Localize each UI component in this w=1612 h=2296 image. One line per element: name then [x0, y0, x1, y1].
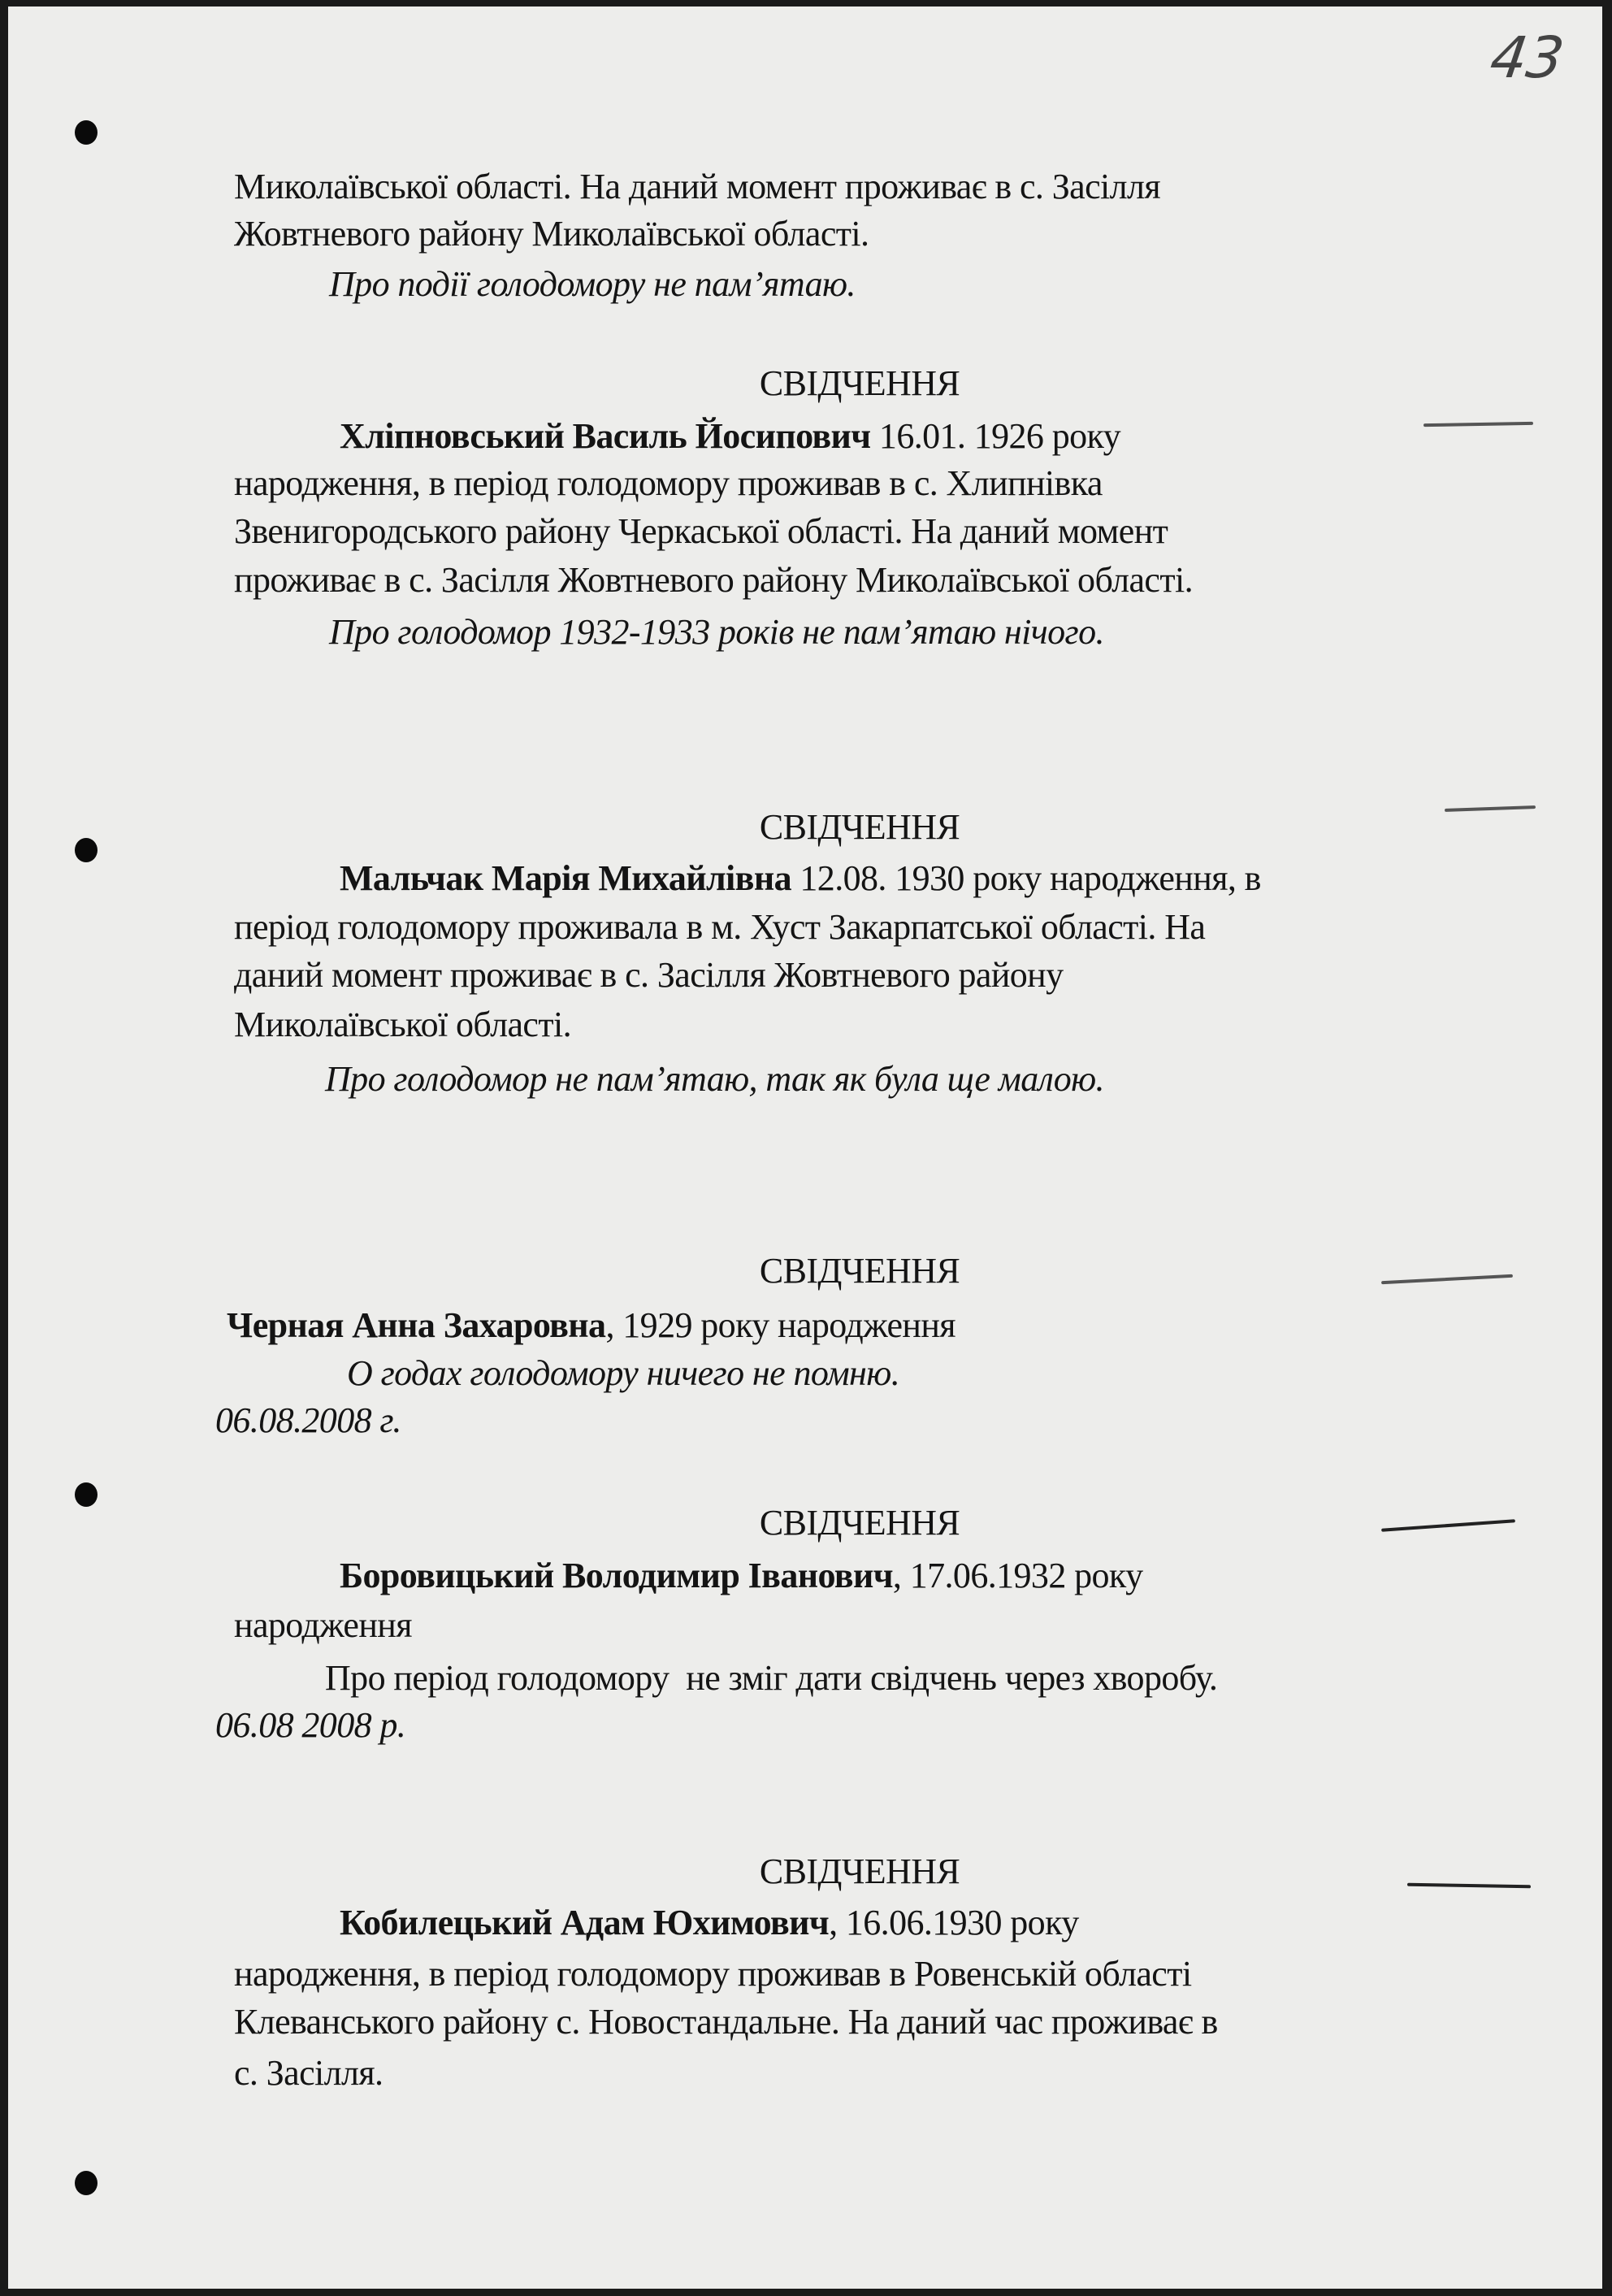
statement: Про голодомор не пам’ятаю, так як була ще малою.: [325, 1059, 1104, 1099]
body-line: Миколаївської області.: [234, 1005, 571, 1044]
section-heading: СВІДЧЕННЯ: [759, 363, 960, 403]
body-line: Звенигородського району Черкаської області. На даний момент: [234, 511, 1168, 551]
section-heading: СВІДЧЕННЯ: [759, 1503, 960, 1543]
witness-line: [340, 855, 1261, 902]
date: 06.08.2008 г.: [215, 1400, 401, 1440]
punch-hole-icon: [75, 2171, 98, 2195]
body-line: Клеванського району с. Новостандальне. На даний час проживає в: [234, 2002, 1218, 2042]
statement: О годах голодомору ничего не помню.: [347, 1353, 900, 1393]
statement: Про голодомор 1932-1933 років не пам’ятаю нічого.: [329, 612, 1104, 652]
birth-date: , 16.06.1930 року: [829, 1903, 1079, 1942]
body-line: народження, в період голодомору проживав в Ровенській області: [234, 1954, 1192, 1994]
punch-hole-icon: [75, 120, 98, 145]
witness-line: [340, 413, 1120, 460]
witness-name: Хліпновський Василь Йосипович: [340, 416, 871, 456]
section-heading: СВІДЧЕННЯ: [759, 1251, 960, 1291]
witness-name: Мальчак Марія Михайлівна: [340, 858, 791, 898]
handwritten-page-number: 43: [1486, 24, 1568, 91]
section-heading: СВІДЧЕННЯ: [759, 1851, 960, 1891]
date: 06.08 2008 р.: [215, 1705, 406, 1745]
witness-name: Кобилецький Адам Юхимович: [340, 1903, 830, 1942]
intro-line: Миколаївської області. На даний момент проживає в с. Засілля: [234, 167, 1160, 206]
section-heading: СВІДЧЕННЯ: [759, 807, 960, 847]
witness-name: Черная Анна Захаровна: [227, 1305, 606, 1345]
birth-date: 12.08. 1930 року народження, в: [791, 858, 1261, 898]
witness-line: [340, 1899, 1079, 1947]
body-line: даний момент проживає в с. Засілля Жовтневого району: [234, 955, 1064, 995]
birth-date: 16.01. 1926 року: [870, 416, 1121, 456]
body-line: народження, в період голодомору проживав в с. Хлипнівка: [234, 463, 1103, 503]
body-line: с. Засілля.: [234, 2053, 384, 2093]
birth-date: , 17.06.1932 року: [892, 1556, 1143, 1595]
birth-date: , 1929 року народження: [605, 1305, 956, 1345]
body-line: проживає в с. Засілля Жовтневого району Миколаївської області.: [234, 560, 1193, 600]
intro-line: Жовтневого району Миколаївської області.: [234, 214, 869, 254]
body-line: період голодомору проживала в м. Хуст Закарпатської області. На: [234, 907, 1206, 947]
witness-name: Боровицький Володимир Іванович: [340, 1556, 893, 1595]
intro-statement: Про події голодомору не пам’ятаю.: [329, 264, 856, 304]
witness-line: [227, 1302, 956, 1349]
body-line: народження: [234, 1605, 412, 1645]
statement: Про період голодомору не зміг дати свідчень через хворобу.: [325, 1658, 1218, 1698]
witness-line: [340, 1552, 1142, 1599]
